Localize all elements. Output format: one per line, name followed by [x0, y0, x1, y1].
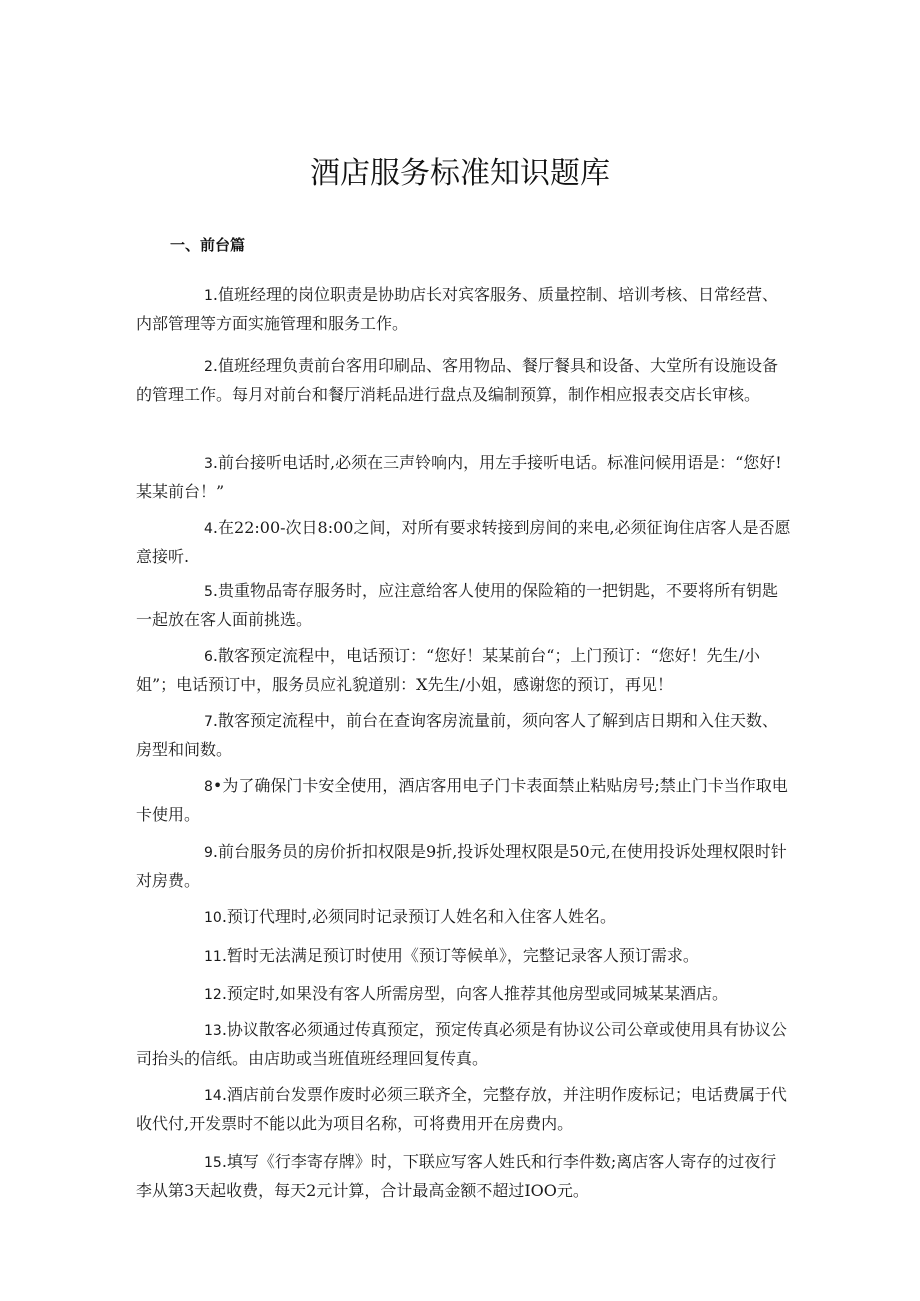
item-number: 9: [204, 845, 213, 861]
item-number: 7: [204, 714, 213, 730]
list-item: [136, 281, 792, 338]
item-text: •为了确保门卡安全使用，酒店客用电子门卡表面禁止粘贴房号;禁止门卡当作取电卡使用。: [136, 776, 788, 824]
item-number: 3: [204, 456, 213, 472]
item-number: 15: [204, 1155, 222, 1171]
item-text: .值班经理负责前台客用印刷品、客用物品、餐厅餐具和设备、大堂所有设施设备的管理工作。每月对前台和餐厅消耗品进行盘点及编制预算，制作相应报表交店长审核。: [136, 356, 779, 404]
list-item: [136, 449, 792, 506]
item-text: .暂时无法满足预订时使用《预订等候单》，完整记录客人预订需求。: [221, 946, 699, 965]
list-item: [136, 1148, 792, 1205]
document-title: 酒店服务标准知识题库: [310, 156, 610, 191]
section-heading: 一、前台篇: [170, 236, 246, 254]
item-text: .协议散客必须通过传真预定，预定传真必须是有协议公司公章或使用具有协议公司抬头的信纸。由店助或当班值班经理回复传真。: [136, 1020, 787, 1068]
item-text: .散客预定流程中，电话预订：“您好！某某前台“；上门预订：“您好！先生/小姐”；电话预订中，服务员应礼貌道别：X先生/小姐，感谢您的预订，再见！: [136, 646, 760, 694]
list-item: [136, 772, 792, 829]
item-number: 4: [204, 521, 213, 537]
item-number: 8: [204, 779, 213, 795]
item-number: 1: [204, 288, 213, 304]
item-number: 5: [204, 584, 213, 600]
item-text: .在22:00-次日8:00之间，对所有要求转接到房间的来电,必须征询住店客人是否愿意接听.: [136, 518, 791, 566]
item-text: .前台服务员的房价折扣权限是9折,投诉处理权限是50元,在使用投诉处理权限时针对房费。: [136, 842, 787, 890]
item-text: .预订代理时,必须同时记录预订人姓名和入住客人姓名。: [221, 907, 617, 926]
item-text: .填写《行李寄存牌》时，下联应写客人姓氏和行李件数;离店客人寄存的过夜行李从第3天起收费，每天2元计算，合计最高金额不超过IOO元。: [136, 1152, 777, 1200]
item-number: 13: [204, 1023, 222, 1039]
item-number: 11: [204, 949, 222, 965]
list-item: [136, 707, 792, 764]
item-number: 6: [204, 649, 213, 665]
list-item: [136, 577, 792, 634]
list-item: [136, 838, 792, 895]
list-item: [136, 352, 792, 409]
list-item: [136, 1016, 792, 1073]
item-text: .酒店前台发票作废时必须三联齐全，完整存放，并注明作废标记；电话费属于代收代付,开发票时不能以此为项目名称，可将费用开在房费内。: [136, 1085, 787, 1133]
list-item: [136, 980, 792, 1009]
item-text: .预定时,如果没有客人所需房型，向客人推荐其他房型或同城某某酒店。: [221, 984, 729, 1003]
list-item: [136, 942, 792, 971]
item-number: 10: [204, 910, 222, 926]
item-number: 14: [204, 1088, 222, 1104]
item-number: 12: [204, 987, 222, 1003]
item-text: .贵重物品寄存服务时，应注意给客人使用的保险箱的一把钥匙，不要将所有钥匙一起放在客人面前挑选。: [136, 581, 779, 629]
list-item: [136, 514, 792, 571]
list-item: [136, 642, 792, 699]
item-text: .前台接听电话时,必须在三声铃响内，用左手接听电话。标准问候用语是：“您好!某某前台！”: [136, 453, 782, 501]
item-text: .值班经理的岗位职责是协助店长对宾客服务、质量控制、培训考核、日常经营、内部管理等方面实施管理和服务工作。: [136, 285, 779, 333]
list-item: [136, 1081, 792, 1138]
list-item: [136, 903, 792, 932]
item-number: 2: [204, 359, 213, 375]
item-text: .散客预定流程中，前台在查询客房流量前，须向客人了解到店日期和入住天数、房型和间数。: [136, 711, 779, 759]
